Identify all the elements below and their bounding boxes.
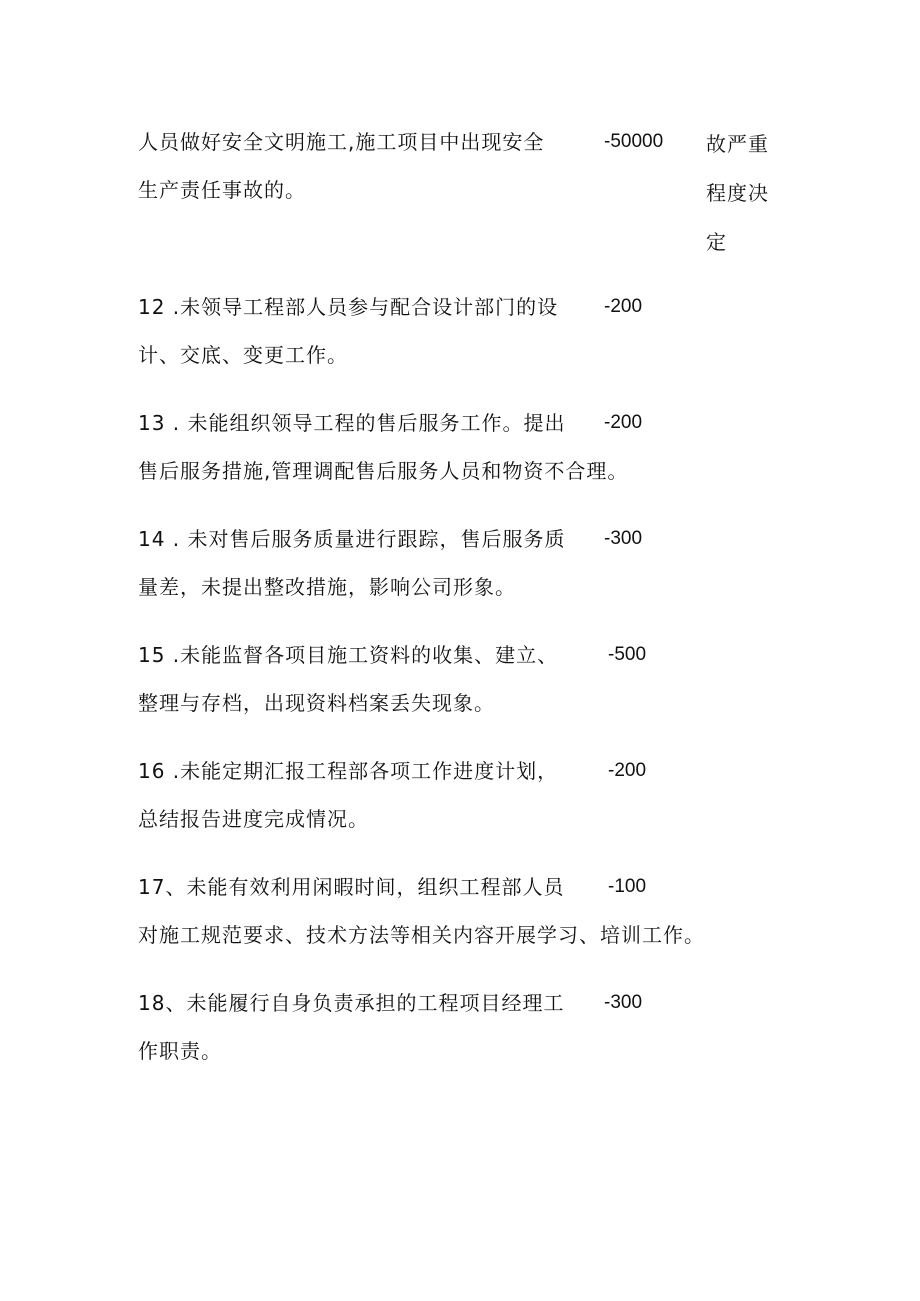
item-13-score: -200 bbox=[604, 412, 643, 433]
item-15-score: -500 bbox=[608, 644, 647, 665]
item-11-line-1: 人员做好安全文明施工,施工项目中出现安全 bbox=[138, 130, 545, 154]
item-13-line-1: 13 . 未能组织领导工程的售后服务工作。提出 bbox=[138, 411, 566, 435]
item-14-score: -300 bbox=[604, 528, 643, 549]
item-16-line-1: 16 .未能定期汇报工程部各项工作进度计划， bbox=[138, 759, 559, 783]
item-17-line-1: 17、未能有效利用闲暇时间，组织工程部人员 bbox=[138, 875, 565, 899]
item-11-score: -50000 bbox=[604, 131, 664, 152]
item-15-line-2: 整理与存档，出现资料档案丢失现象。 bbox=[138, 691, 495, 715]
item-11-line-2: 生产责任事故的。 bbox=[138, 178, 306, 202]
item-13-line-2: 售后服务措施,管理调配售后服务人员和物资不合理。 bbox=[138, 459, 629, 483]
item-11-note-line-1: 故严重 bbox=[706, 132, 769, 156]
item-18-line-1: 18、未能履行自身负责承担的工程项目经理工 bbox=[138, 991, 565, 1015]
item-18-line-2: 作职责。 bbox=[138, 1039, 222, 1063]
item-18-score: -300 bbox=[604, 992, 643, 1013]
item-11-note-line-3: 定 bbox=[706, 230, 727, 254]
item-14-line-2: 量差，未提出整改措施，影响公司形象。 bbox=[138, 575, 516, 599]
item-17-score: -100 bbox=[608, 876, 647, 897]
item-12-score: -200 bbox=[604, 296, 643, 317]
item-16-line-2: 总结报告进度完成情况。 bbox=[138, 807, 369, 831]
item-12-line-1: 12 .未领导工程部人员参与配合设计部门的设 bbox=[138, 295, 559, 319]
item-11-note-line-2: 程度决 bbox=[706, 181, 769, 205]
item-12-line-2: 计、交底、变更工作。 bbox=[138, 343, 348, 367]
item-14-line-1: 14 . 未对售后服务质量进行跟踪，售后服务质 bbox=[138, 527, 566, 551]
item-16-score: -200 bbox=[608, 760, 647, 781]
item-15-line-1: 15 .未能监督各项目施工资料的收集、建立、 bbox=[138, 643, 559, 667]
item-17-line-2: 对施工规范要求、技术方法等相关内容开展学习、培训工作。 bbox=[138, 923, 705, 947]
